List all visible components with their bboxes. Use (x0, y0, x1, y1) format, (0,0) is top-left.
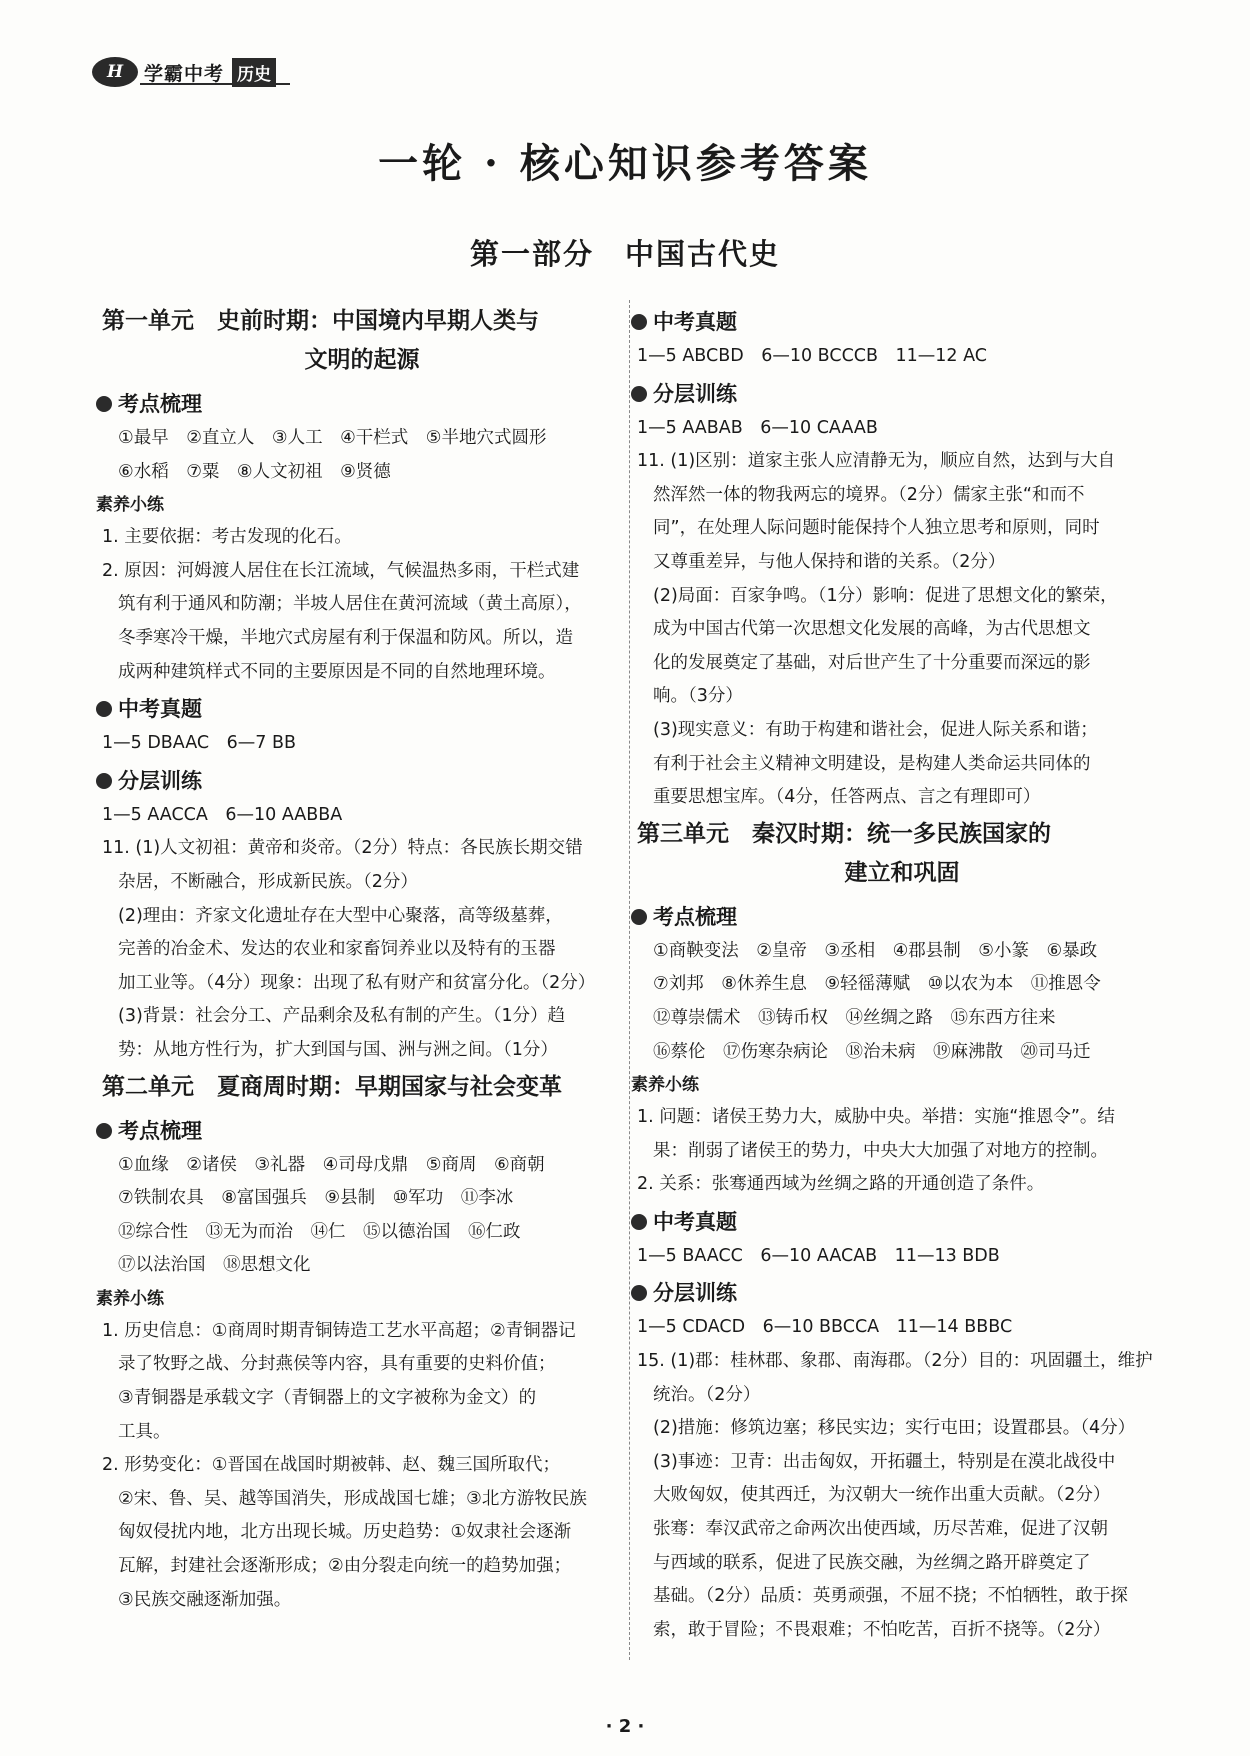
answer-line: 瓦解，封建社会逐渐形成；②由分裂走向统一的趋势加强； (118, 1556, 572, 1577)
subject-badge: 历史 (232, 58, 276, 87)
answer-line: ①商鞅变法 ②皇帝 ③丞相 ④郡县制 ⑤小篆 ⑥暴政 (653, 940, 1098, 961)
answer-line: ⑦刘邦 ⑧休养生息 ⑨轻徭薄赋 ⑩以农为本 ⑪推恩令 (653, 974, 1101, 995)
answer-line: 11. (1)区别：道家主张人应清静无为，顺应自然，达到与大自 (637, 451, 1116, 472)
answer-line: 又尊重差异，与他人保持和谐的关系。（2分） (653, 551, 1006, 572)
answer-line: 录了牧野之战、分封燕侯等内容，具有重要的史料价值； (118, 1354, 556, 1375)
answer-line: 1—5 AABAB 6—10 CAAAB (637, 417, 878, 438)
section-heading (631, 376, 1167, 412)
bullet-dot-icon (631, 1285, 647, 1301)
answer-line: 2. 关系：张骞通西域为丝绸之路的开通创造了条件。 (637, 1174, 1045, 1195)
answer-line: 基础。（2分）品质：英勇顽强，不屈不挠；不怕牺牲，敢于探 (653, 1586, 1128, 1607)
bullet-dot-icon (96, 1123, 112, 1139)
answer-line: ③民族交融逐渐加强。 (118, 1589, 292, 1610)
answer-line: 响。（3分） (653, 686, 743, 707)
answer-line: 1—5 BAACC 6—10 AACAB 11—13 BDB (637, 1245, 1000, 1266)
answer-line: 1—5 ABCBD 6—10 BCCCB 11—12 AC (637, 346, 988, 366)
section-heading-label: 考点梳理 (118, 392, 202, 416)
answer-line: 2. 形势变化：①晋国在战国时期被韩、赵、魏三国所取代； (102, 1455, 560, 1476)
left-column (96, 302, 622, 1617)
page-number: · 2 · (605, 1716, 645, 1737)
section-heading-label: 考点梳理 (653, 904, 737, 929)
answer-line: 然浑然一体的物我两忘的境界。（2分）儒家主张“和而不 (653, 484, 1085, 505)
answer-line: 同”，在处理人际问题时能保持个人独立思考和原则，同时 (653, 518, 1100, 539)
bullet-dot-icon (96, 773, 112, 789)
page-title: 一轮 · 核心知识参考答案 (378, 140, 872, 187)
answer-line: 重要思想宝库。（4分，任答两点、言之有理即可） (653, 787, 1041, 808)
answer-line: 工具。 (118, 1421, 171, 1442)
answer-line: 15. (1)郡：桂林郡、象郡、南海郡。（2分）目的：巩固疆土，维护 (637, 1351, 1153, 1372)
answer-line: 与西域的联系，促进了民族交融，为丝绸之路开辟奠定了 (653, 1552, 1091, 1573)
bullet-dot-icon (631, 314, 647, 330)
answer-line: (2)措施：修筑边塞；移民实边；实行屯田；设置郡县。（4分） (653, 1418, 1136, 1439)
answer-line: 统治。（2分） (653, 1384, 761, 1405)
part-title: 第一部分 中国古代史 (469, 237, 780, 271)
answer-line: 化的发展奠定了基础，对后世产生了十分重要而深远的影 (653, 652, 1091, 673)
answer-line: 匈奴侵扰内地，北方出现长城。历史趋势：①奴隶社会逐渐 (118, 1522, 572, 1543)
answer-line: 大败匈奴，使其西迁，为汉朝大一统作出重大贡献。（2分） (653, 1485, 1111, 1506)
answer-line: 1. 问题：诸侯王势力大，威胁中央。举措：实施“推恩令”。结 (637, 1107, 1115, 1128)
bullet-dot-icon (631, 386, 647, 402)
brand-logo-icon: H (92, 57, 138, 87)
answer-line: 杂居，不断融合，形成新民族。（2分） (118, 871, 418, 892)
header-rule (140, 83, 290, 85)
unit-title (102, 302, 622, 380)
bullet-dot-icon (631, 1214, 647, 1230)
unit-title-line: 第三单元 秦汉时期：统一多民族国家的 (637, 820, 1051, 847)
answer-line: 加工业等。（4分）现象：出现了私有财产和贫富分化。（2分） (118, 972, 596, 993)
unit-title-line: 文明的起源 (304, 347, 420, 373)
sub-heading: 素养小练 (631, 1075, 699, 1096)
answer-line: 1—5 AACCA 6—10 AABBA (102, 804, 343, 825)
unit-title-line: 第二单元 夏商周时期：早期国家与社会变革 (102, 1073, 562, 1100)
section-heading (96, 1113, 622, 1149)
answer-line: 势：从地方性行为，扩大到国与国、洲与洲之间。（1分） (118, 1039, 558, 1060)
section-heading-label: 中考真题 (653, 1209, 737, 1234)
section-heading-label: 分层训练 (653, 381, 737, 406)
answer-line: ⑫尊崇儒术 ⑬铸币权 ⑭丝绸之路 ⑮东西方往来 (653, 1007, 1056, 1028)
answer-line: ⑫综合性 ⑬无为而治 ⑭仁 ⑮以德治国 ⑯仁政 (118, 1221, 521, 1242)
bullet-dot-icon (96, 396, 112, 412)
answer-line: 11. (1)人文初祖：黄帝和炎帝。（2分）特点：各民族长期交错 (102, 838, 583, 859)
unit-title (102, 1068, 622, 1107)
bullet-dot-icon (631, 909, 647, 925)
sub-heading: 素养小练 (96, 495, 164, 516)
answer-line: (2)理由：齐家文化遗址存在大型中心聚落，高等级墓葬， (118, 905, 563, 926)
answer-line: 1—5 DBAAC 6—7 BB (102, 733, 296, 754)
section-heading-label: 中考真题 (118, 697, 202, 722)
section-heading (631, 899, 1167, 935)
answer-line: ⑦铁制农具 ⑧富国强兵 ⑨县制 ⑩军功 ⑪李冰 (118, 1188, 514, 1209)
answer-line: 冬季寒冷干燥，半地穴式房屋有利于保温和防风。所以，造 (118, 627, 573, 648)
right-column (631, 302, 1167, 1647)
section-heading (631, 304, 1167, 340)
answer-line: 张骞：奉汉武帝之命两次出使西域，历尽苦难，促进了汉朝 (653, 1519, 1108, 1540)
answer-line: 有利于社会主义精神文明建设，是构建人类命运共同体的 (653, 753, 1091, 774)
answer-line: (3)现实意义：有助于构建和谐社会，促进人际关系和谐； (653, 719, 1098, 740)
answer-line: 筑有利于通风和防潮；半坡人居住在黄河流域（黄土高原）， (118, 594, 582, 615)
unit-title (637, 815, 1167, 893)
section-heading-label: 分层训练 (118, 768, 202, 793)
answer-line: 1. 历史信息：①商周时期青铜铸造工艺水平高超；②青铜器记 (102, 1320, 576, 1341)
answer-line: (2)局面：百家争鸣。（1分）影响：促进了思想文化的繁荣， (653, 585, 1118, 606)
answer-line: (3)事迹：卫青：出击匈奴，开拓疆土，特别是在漠北战役中 (653, 1451, 1116, 1472)
answer-line: ①血缘 ②诸侯 ③礼器 ④司母戊鼎 ⑤商周 ⑥商朝 (118, 1154, 545, 1175)
bullet-dot-icon (96, 701, 112, 717)
section-heading (96, 691, 622, 727)
answer-line: 索，敢于冒险；不畏艰难；不怕吃苦，百折不挠等。（2分） (653, 1619, 1111, 1640)
section-heading-label: 考点梳理 (118, 1118, 202, 1143)
unit-title-line: 第一单元 史前时期：中国境内早期人类与 (102, 308, 539, 334)
answer-line: ⑥水稻 ⑦粟 ⑧人文初祖 ⑨贤德 (118, 461, 391, 482)
section-heading (96, 386, 622, 422)
section-heading-label: 分层训练 (653, 1281, 737, 1306)
answer-line: ⑯蔡伦 ⑰伤寒杂病论 ⑱治未病 ⑲麻沸散 ⑳司马迁 (653, 1041, 1091, 1062)
column-divider (629, 300, 630, 1660)
section-heading (631, 1204, 1167, 1240)
section-heading (96, 763, 622, 799)
section-heading-label: 中考真题 (653, 310, 737, 334)
answer-line: 果：削弱了诸侯王的势力，中央大大加强了对地方的控制。 (653, 1140, 1108, 1161)
answer-line: ⑰以法治国 ⑱思想文化 (118, 1255, 311, 1276)
unit-title-line: 建立和巩固 (844, 859, 960, 886)
answer-line: ①最早 ②直立人 ③人工 ④干栏式 ⑤半地穴式圆形 (118, 428, 547, 448)
answer-line: 1. 主要依据：考古发现的化石。 (102, 527, 352, 548)
sub-heading: 素养小练 (96, 1288, 164, 1309)
answer-line: 完善的冶金术、发达的农业和家畜饲养业以及特有的玉器 (118, 939, 556, 960)
brand-name: 学霸中考 (144, 62, 225, 85)
answer-line: 2. 原因：河姆渡人居住在长江流域，气候温热多雨，干栏式建 (102, 560, 580, 581)
answer-line: 成两种建筑样式不同的主要原因是不同的自然地理环境。 (118, 661, 556, 682)
answer-line: 成为中国古代第一次思想文化发展的高峰，为古代思想文 (653, 619, 1091, 640)
answer-line: (3)背景：社会分工、产品剩余及私有制的产生。（1分）趋 (118, 1006, 566, 1027)
section-heading (631, 1275, 1167, 1311)
answer-line: 1—5 CDACD 6—10 BBCCA 11—14 BBBC (637, 1317, 1013, 1338)
answer-line: ②宋、鲁、吴、越等国消失，形成战国七雄；③北方游牧民族 (118, 1488, 587, 1509)
answer-line: ③青铜器是承载文字（青铜器上的文字被称为金文）的 (118, 1388, 537, 1409)
